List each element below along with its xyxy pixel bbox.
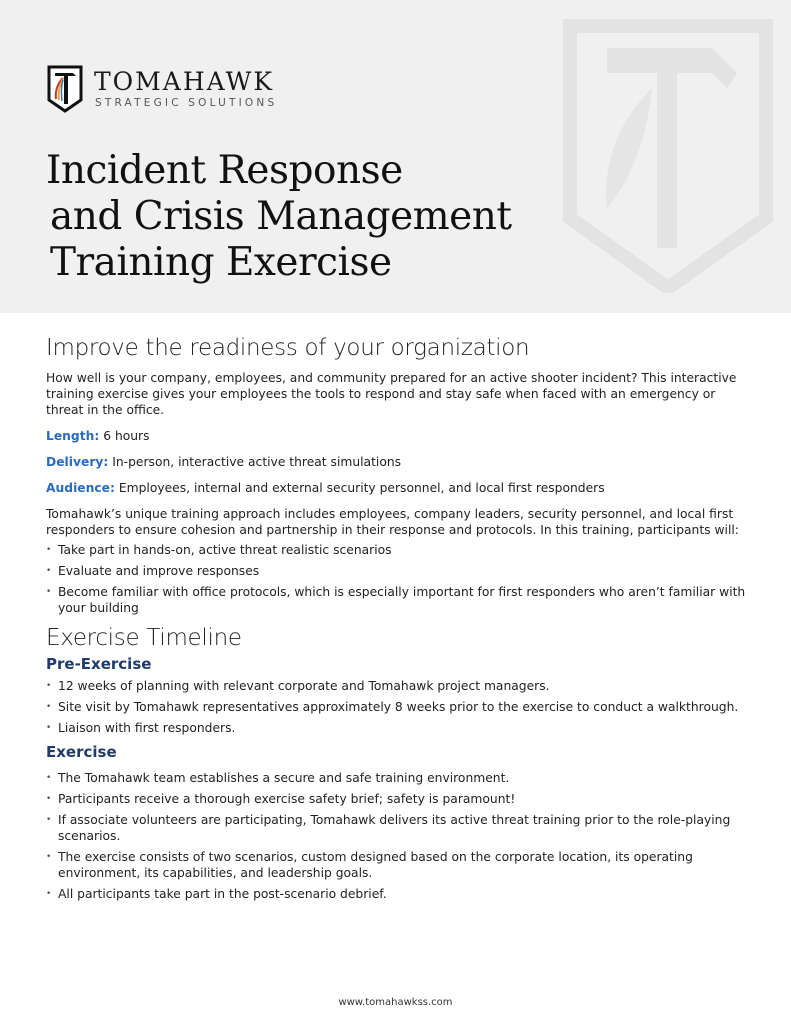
participant-list	[46, 542, 746, 616]
list-item: • 12 weeks of planning with relevant corporate and Tomahawk project managers.	[46, 678, 746, 694]
list-item: • Take part in hands-on, active threat realistic scenarios	[46, 542, 746, 558]
shield-watermark-icon	[562, 18, 774, 293]
detail-length: Length: 6 hours	[46, 429, 150, 443]
detail-delivery: Delivery: In-person, interactive active threat simulations	[46, 455, 402, 469]
pre-exercise-list	[46, 678, 746, 736]
title-line: Incident Response	[46, 148, 403, 193]
brand-subtitle: STRATEGIC SOLUTIONS	[95, 97, 278, 109]
hero-banner	[0, 0, 791, 313]
footer-url: www.tomahawkss.com	[338, 997, 453, 1008]
list-item: • Site visit by Tomahawk representatives approximately 8 weeks prior to the exercise to conduct a walkthrough.	[46, 699, 746, 715]
list-item: • All participants take part in the post-scenario debrief.	[46, 886, 746, 902]
exercise-list	[46, 770, 746, 902]
list-item: • If associate volunteers are participating, Tomahawk delivers its active threat training prior to the role-playing scenarios.	[46, 812, 746, 844]
logo	[46, 64, 277, 114]
main-content	[46, 335, 746, 910]
tomahawk-shield-icon	[46, 64, 84, 114]
page-title	[46, 148, 512, 286]
list-item: • Liaison with first responders.	[46, 720, 746, 736]
list-item: • Participants receive a thorough exercise safety brief; safety is paramount!	[46, 791, 746, 807]
detail-audience: Audience: Employees, internal and external security personnel, and local first responders	[46, 481, 605, 495]
list-item: • The Tomahawk team establishes a secure and safe training environment.	[46, 770, 746, 786]
list-item: • Evaluate and improve responses	[46, 563, 746, 579]
list-item: • The exercise consists of two scenarios, custom designed based on the corporate location, its operating environment, its capabilities, and leadership goals.	[46, 849, 746, 881]
title-line: and Crisis Management	[50, 194, 512, 239]
timeline-heading: Exercise Timeline	[46, 625, 242, 651]
pre-exercise-heading: Pre-Exercise	[46, 655, 152, 673]
exercise-heading: Exercise	[46, 743, 117, 761]
list-item: • Become familiar with office protocols, which is especially important for first responders who aren’t familiar with your building	[46, 584, 746, 616]
approach-paragraph: Tomahawk’s unique training approach includes employees, company leaders, security personnel, and local first responders to ensure cohesion and partnership in their response and protocols. In this training, participants will:	[46, 507, 739, 537]
intro-paragraph: How well is your company, employees, and community prepared for an active shooter incident? This interactive training exercise gives your employees the tools to respond and stay safe when faced with an emergency or threat in the office.	[46, 371, 737, 417]
intro-heading: Improve the readiness of your organization	[46, 335, 530, 361]
brand-name: TOMAHAWK	[94, 67, 275, 96]
title-line: Training Exercise	[50, 240, 392, 285]
